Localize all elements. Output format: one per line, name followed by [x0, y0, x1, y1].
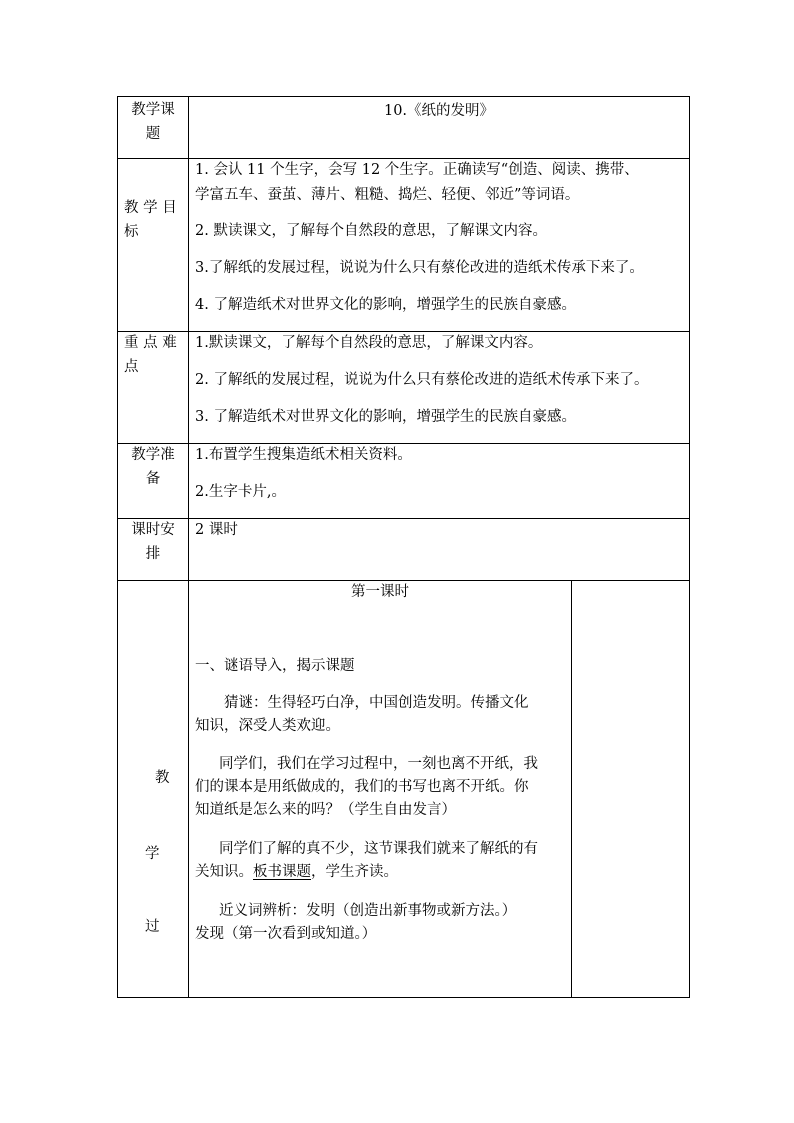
table-divider-5 — [117, 580, 690, 581]
process-label-char-2: 学 — [145, 846, 160, 862]
row-label-key-points: 重 点 难 点 — [124, 335, 177, 375]
table-divider-3 — [117, 443, 690, 444]
table-border-right — [689, 96, 690, 998]
blackboard-title-note: 板书课题 — [253, 864, 311, 880]
paragraph-2-prefix: 关知识。 — [195, 864, 253, 880]
table-divider-2 — [117, 331, 690, 332]
paragraph-1-line-3: 知道纸是怎么来的吗？（学生自由发言） — [195, 802, 456, 818]
objective-line-2: 学富五车、蚕茧、薄片、粗糙、捣烂、轻便、邻近”等词语。 — [195, 187, 580, 203]
paragraph-1-line-2: 们的课本是用纸做成的，我们的书写也离不开纸。你 — [195, 779, 529, 795]
objective-line-5: 4. 了解造纸术对世界文化的影响，增强学生的民族自豪感。 — [195, 297, 576, 313]
row-label-preparation: 教学准 备 — [131, 447, 175, 487]
process-label-char-1: 教 — [155, 770, 170, 786]
table-divider-4 — [117, 518, 690, 519]
paragraph-2-suffix: ，学生齐读。 — [311, 864, 398, 880]
riddle-line-2: 知识，深受人类欢迎。 — [195, 718, 340, 734]
table-border-bottom — [117, 997, 690, 998]
synonyms-line-1: 近义词辨析：发明（创造出新事物或新方法。） — [219, 903, 517, 919]
schedule-value: 2 课时 — [195, 522, 238, 538]
row-label-schedule: 课时安 排 — [131, 522, 175, 562]
preparation-line-2: 2.生字卡片,。 — [195, 484, 286, 500]
key-point-line-1: 1.默读课文，了解每个自然段的意思，了解课文内容。 — [195, 335, 543, 351]
table-column-divider — [188, 96, 189, 998]
objective-line-4: 3.了解纸的发展过程，说说为什么只有蔡伦改进的造纸术传承下来了。 — [195, 260, 644, 276]
paragraph-1-line-1: 同学们，我们在学习过程中，一刻也离不开纸，我 — [219, 756, 538, 772]
section-heading: 一、谜语导入，揭示课题 — [195, 658, 355, 674]
preparation-line-1: 1.布置学生搜集造纸术相关资料。 — [195, 447, 412, 463]
paragraph-2-line-1: 同学们了解的真不少，这节课我们就来了解纸的有 — [219, 841, 538, 857]
table-notes-column-divider — [571, 580, 572, 998]
key-point-line-3: 3. 了解造纸术对世界文化的影响，增强学生的民族自豪感。 — [195, 409, 576, 425]
row-label-objectives: 教 学 目 标 — [124, 200, 177, 240]
riddle-line-1: 猜谜：生得轻巧白净，中国创造发明。传播文化 — [224, 695, 529, 711]
table-border-top — [117, 96, 690, 97]
objective-line-3: 2. 默读课文，了解每个自然段的意思，了解课文内容。 — [195, 223, 547, 239]
key-point-line-2: 2. 了解纸的发展过程，说说为什么只有蔡伦改进的造纸术传承下来了。 — [195, 372, 649, 388]
period-title: 第一课时 — [351, 584, 409, 600]
process-label-char-3: 过 — [145, 919, 160, 935]
table-divider-1 — [117, 158, 690, 159]
synonyms-line-2: 发现（第一次看到或知道。） — [195, 926, 377, 942]
paragraph-2-line-2 — [195, 864, 398, 880]
objective-line-1: 1. 会认 11 个生字，会写 12 个生字。正确读写“创造、阅读、携带、 — [195, 162, 639, 178]
lesson-title: 10.《纸的发明》 — [383, 103, 495, 119]
row-label-lesson-title: 教学课 题 — [131, 102, 175, 142]
